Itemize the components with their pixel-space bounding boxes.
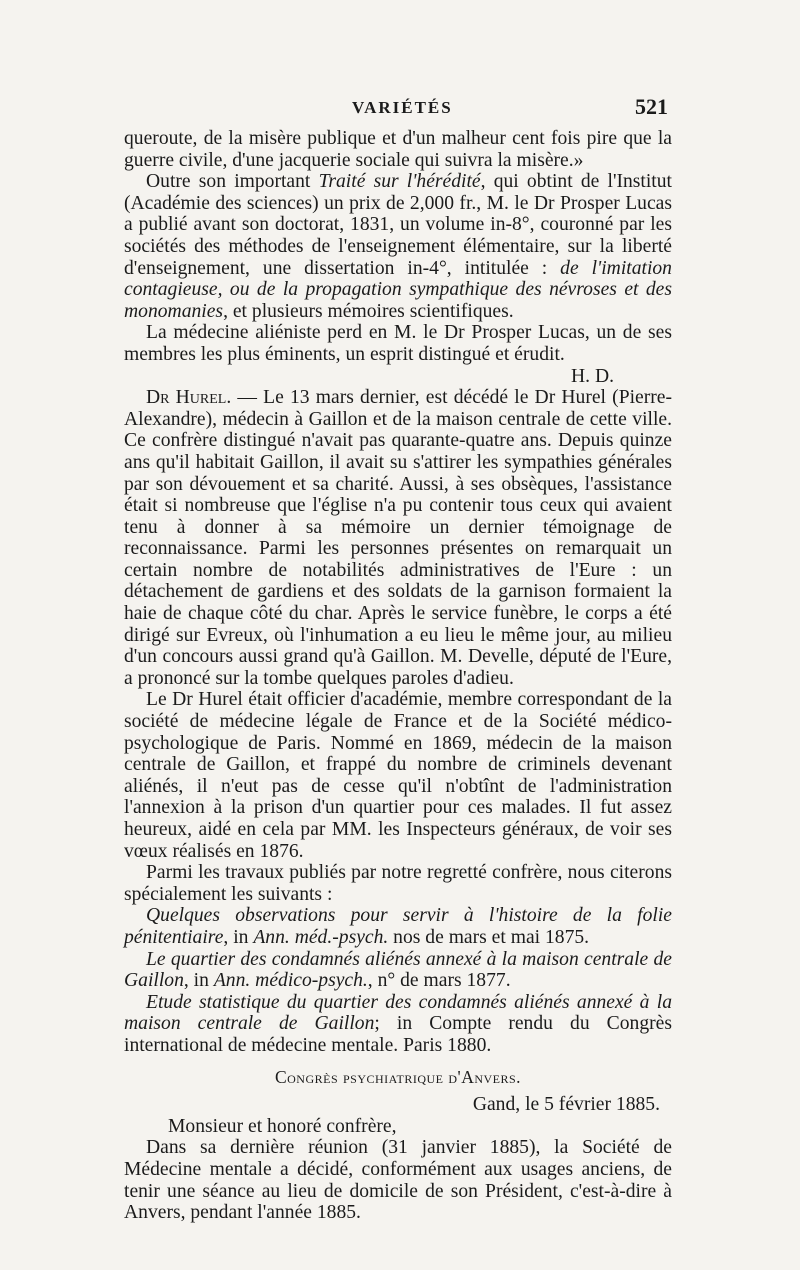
work-item xyxy=(124,905,672,948)
text-run: , qui obtint de l'Institut (Académie des sciences) un prix de 2,000 fr., M. le Dr Prosper Lucas a publié avant son doctorat, 1831, un volume in-8°, couronné par les sociétés des méthodes de l'enseignement élémentaire, sur la liberté d'enseignement, une dissertation in-4°, intitulée : xyxy=(124,171,672,279)
journal-name: Ann. médico-psych. xyxy=(213,970,368,992)
text-run: nos de mars et mai 1875. xyxy=(388,926,590,948)
work-item xyxy=(124,949,672,992)
book-title: Traité sur l'hérédité xyxy=(318,171,481,193)
running-title: VARIÉTÉS xyxy=(352,98,453,117)
work-title: Le quartier des condamnés aliénés annexé à la maison centrale de Gaillon xyxy=(124,948,672,992)
hurel-works-intro: Parmi les travaux publiés par notre regretté confrère, nous citerons spécialement les suivants : xyxy=(124,862,672,905)
work-title: Etude statistique du quartier des condamnés aliénés annexé à la maison centrale de Gaillon xyxy=(124,991,672,1035)
body-text xyxy=(124,128,672,1224)
hurel-name: Dr Hurel. xyxy=(146,387,232,409)
text-run: Outre son important xyxy=(146,171,319,193)
text-run: — Le 13 mars dernier, est décédé le Dr Hurel (Pierre-Alexandre), médecin à Gaillon et de la maison centrale de cette ville. Ce confrère distingué n'avait pas quarante-quatre ans. Depuis quinze ans qu'il habitait Gaillon, il avait su s'attirer les sympathies générales par son dévouement et sa charité. Aussi, à ses obsèques, l'assistance était si nombreuse que l'église n'a pu contenir tous ceux qui avaient tenu à donner à sa mémoire un dernier témoignage de reconnaissance. Parmi les personnes présentes on remarquait un certain nombre de notabilités administratives de l'Eure : un détachement de gardiens et des soldats de la garnison formaient la haie de chaque côté du char. Après le service funèbre, le corps a été dirigé sur Evreux, où l'inhumation a eu lieu le même jour, au milieu d'un concours aussi grand qu'à Gaillon. M. Develle, député de l'Eure, a prononcé sur la tombe quelques paroles d'adieu. xyxy=(124,387,672,689)
continuation-paragraph: queroute, de la misère publique et d'un malheur cent fois pire que la guerre civile, d'une jacquerie sociale qui suivra la misère.» xyxy=(124,128,672,171)
text-run: , et plusieurs mémoires scientifiques. xyxy=(223,300,514,322)
work-title: Quelques observations pour servir à l'histoire de la folie pénitentiaire xyxy=(124,905,672,948)
text-run: , n° de mars 1877. xyxy=(367,970,511,992)
thesis-title: de l'imitation contagieuse, ou de la propagation sympathique des névroses et des monomanies xyxy=(124,257,672,322)
lucas-tribute-paragraph: La médecine aliéniste perd en M. le Dr Prosper Lucas, un de ses membres les plus éminents, un esprit distingué et érudit. xyxy=(124,322,672,365)
journal-name: Ann. méd.-psych. xyxy=(253,926,389,948)
section-heading: Congrès psychiatrique d'Anvers. xyxy=(274,1066,522,1087)
page-header xyxy=(120,96,668,126)
lucas-works-paragraph xyxy=(124,171,672,322)
page-number: 521 xyxy=(635,94,668,119)
hurel-obituary-paragraph xyxy=(124,387,672,689)
author-signature: H. D. xyxy=(571,365,614,387)
text-run: , in xyxy=(183,970,214,992)
hurel-career-paragraph: Le Dr Hurel était officier d'académie, membre correspondant de la société de médecine légale de France et de la Société médico-psychologique de Paris. Nommé en 1869, médecin de la maison centrale de Gaillon, et frappé du nombre de criminels devenant aliénés, il n'eut pas de cesse qu'il n'obtînt de l'administration l'annexion à la prison d'un quartier pour ces malades. Il fut assez heureux, aidé en cela par MM. les Inspecteurs généraux, de voir ses vœux réalisés en 1876. xyxy=(124,689,672,862)
text-run: , in xyxy=(223,926,254,948)
letter-dateline: Gand, le 5 février 1885. xyxy=(472,1094,660,1116)
text-run: ; in Compte rendu du Congrès international de médecine mentale. Paris 1880. xyxy=(124,1013,672,1056)
letter-salutation: Monsieur et honoré confrère, xyxy=(168,1115,397,1137)
letter-paragraph: Dans sa dernière réunion (31 janvier 1885), la Société de Médecine mentale a décidé, conformément aux usages anciens, de tenir une séance au lieu de domicile de son Président, c'est-à-dire à Anvers, pendant l'année 1885. xyxy=(124,1137,672,1224)
work-item xyxy=(124,992,672,1057)
